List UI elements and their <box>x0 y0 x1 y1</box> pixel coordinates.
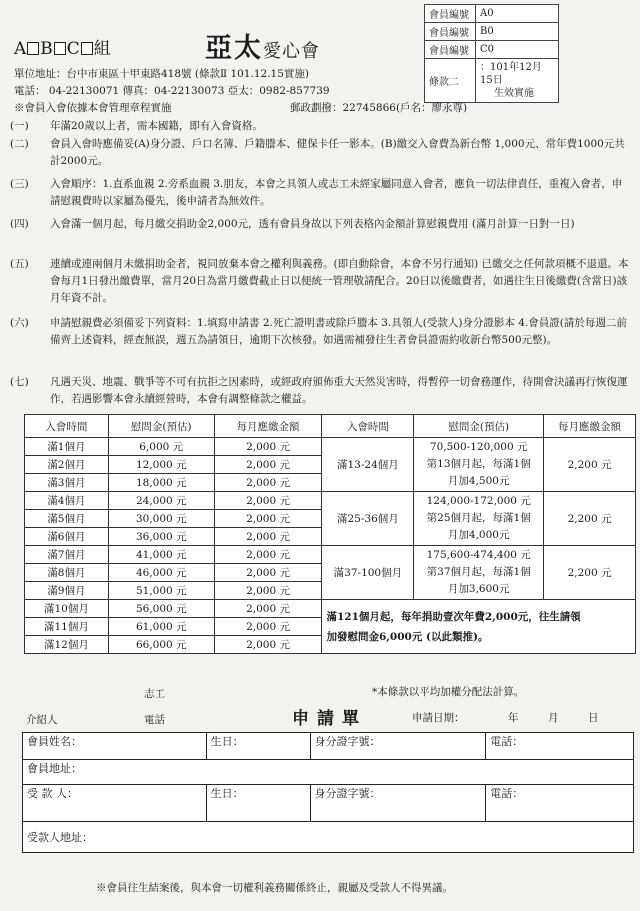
payee-label: 受 款 人： <box>27 787 78 800</box>
range-time: 滿25-36個月 <box>322 492 414 546</box>
member-phone-field[interactable] <box>486 733 634 760</box>
apply-year: 年 <box>508 712 519 724</box>
join-time: 滿11個月 <box>25 618 109 636</box>
rule-number: (七) <box>10 376 29 388</box>
code-row <box>425 5 559 23</box>
code-label: 會員編號 <box>425 23 476 41</box>
clause-effective: 生效實施 <box>494 88 534 99</box>
group-letter-a: A <box>14 39 27 59</box>
birth-label: 生日： <box>210 735 244 748</box>
join-time: 滿5個月 <box>25 510 109 528</box>
volunteer-label: 志工 <box>144 688 165 700</box>
phone-label: 電話： <box>490 787 524 800</box>
join-time: 滿2個月 <box>25 456 109 474</box>
rule-item-2 <box>10 136 630 170</box>
rule-number: (五) <box>10 258 29 270</box>
fee-schedule-table <box>24 414 636 654</box>
rule-number: (一) <box>10 120 29 132</box>
regulation-note: ※會員入會依據本會管理章程實施 <box>14 102 172 114</box>
fee-header-row <box>25 415 636 438</box>
rule-text: 凡遇天災、地震、戰爭等不可有抗拒之因素時，或經政府頒佈重大天然災害時，得暫停一切會務運作，待開會決議再行恢復運作，若遇影響本會永續經營時，本會有調整條款之權益。 <box>50 376 628 405</box>
rule-text: 入會順序：1.直系血親 2.旁系血親 3.朋友，本會之具領人或志工未經家屬同意入會者，應負一切法律責任，重複入會者，申請慰親費時以家屬為優先，後申請者為無效件。 <box>50 178 623 207</box>
org-main-name: 亞太 <box>205 33 263 64</box>
monthly-fee: 2,000 元 <box>214 636 322 654</box>
group-selector <box>14 34 111 59</box>
payee-id-field[interactable] <box>310 785 486 822</box>
monthly-fee: 2,000 元 <box>214 564 322 582</box>
id-label: 身分證字號： <box>314 787 381 800</box>
org-sub-name: 愛心會 <box>263 41 320 62</box>
table-row <box>25 492 636 510</box>
rule-number: (六) <box>10 317 29 329</box>
condolence-amount: 12,000 元 <box>108 456 214 474</box>
join-time: 滿6個月 <box>25 528 109 546</box>
clause-value <box>476 59 559 103</box>
group-a-checkbox[interactable] <box>27 42 39 55</box>
condolence-amount: 30,000 元 <box>108 510 214 528</box>
note-line: 滿121個月起，每年捐助壹次年費2,000元，往生請領 <box>326 610 581 623</box>
member-birth-field[interactable] <box>206 733 310 760</box>
col-header: 慰問金(預估) <box>414 415 544 438</box>
condolence-amount: 61,000 元 <box>108 618 214 636</box>
rule-item-5 <box>10 256 630 307</box>
monthly-fee: 2,000 元 <box>214 600 322 618</box>
col-header: 慰問金(預估) <box>108 415 214 438</box>
rule-number: (三) <box>10 178 29 190</box>
member-address-label: 會員地址： <box>27 762 82 775</box>
introducer-phone-label: 電話 <box>144 714 165 726</box>
col-header: 入會時間 <box>25 415 109 438</box>
group-b-checkbox[interactable] <box>54 42 66 55</box>
range-amount-value: 175,600-474,400 元 <box>426 549 531 561</box>
range-amount <box>414 438 544 492</box>
form-row-member-address <box>23 760 634 785</box>
code-row <box>425 23 559 41</box>
unit-address: 單位地址：台中市東區十甲東路418號 (條款Ⅱ 101.12.15實施) <box>14 68 309 80</box>
code-label: 會員編號 <box>425 41 476 59</box>
range-amount <box>414 492 544 546</box>
monthly-fee: 2,000 元 <box>214 492 322 510</box>
contact-phone: 電話： 04-22130071 傳真：04-22130073 亞太：0982-857739 <box>14 85 330 97</box>
clause-date: ：101年12月15日 <box>480 62 542 86</box>
birth-label: 生日： <box>210 787 244 800</box>
monthly-fee: 2,000 元 <box>214 582 322 600</box>
rule-number: (二) <box>10 138 29 150</box>
condolence-amount: 56,000 元 <box>108 600 214 618</box>
payee-address-label: 受款人地址： <box>27 831 93 844</box>
join-time: 滿4個月 <box>25 492 109 510</box>
table-row <box>25 546 636 564</box>
group-letter-b: B <box>40 39 53 59</box>
rule-text: 入會滿一個月起，每月繳交捐助金2,000元，透有會員身故以下列表格內金額計算慰親費用 (滿月計算一日對一日) <box>50 218 575 230</box>
range-monthly: 2,200 元 <box>544 546 636 600</box>
condolence-amount: 36,000 元 <box>108 528 214 546</box>
clause-label: 條款二 <box>425 59 476 103</box>
member-address-field[interactable] <box>23 760 634 785</box>
condolence-amount: 24,000 元 <box>108 492 214 510</box>
long-term-note <box>322 600 636 654</box>
monthly-fee: 2,000 元 <box>214 474 322 492</box>
code-value[interactable]: C0 <box>476 41 559 59</box>
join-time: 滿9個月 <box>25 582 109 600</box>
col-header: 每月應繳金額 <box>544 415 636 438</box>
condolence-amount: 46,000 元 <box>108 564 214 582</box>
form-row-payee <box>23 785 634 822</box>
average-calc-note: *本條款以平均加權分配法計算。 <box>372 686 525 698</box>
member-name-field[interactable] <box>23 733 207 760</box>
application-form <box>22 732 634 853</box>
closing-note: ※會員往生結案後，與本會一切權利義務關係終止，親屬及受款人不得異議。 <box>96 882 453 894</box>
rule-text: 連續或連兩個月未繳捐助金者，視同放棄本會之權利與義務。(即自動除會，本會不另行通知) 已繳交之任何款項概不退還。本會每月1日發出繳費單，當月20日為當月繳費截止日以便統一管理敬請配合。20日以後繳費者，如遇往生日後繳費(含當日)該月年資不計。 <box>50 258 629 304</box>
condolence-amount: 41,000 元 <box>108 546 214 564</box>
payee-address-field[interactable] <box>23 822 634 853</box>
col-header: 每月應繳金額 <box>214 415 322 438</box>
monthly-fee: 2,000 元 <box>214 510 322 528</box>
monthly-fee: 2,000 元 <box>214 456 322 474</box>
join-time: 滿8個月 <box>25 564 109 582</box>
join-time: 滿12個月 <box>25 636 109 654</box>
form-row-payee-address <box>23 822 634 853</box>
rule-item-4 <box>10 216 630 250</box>
range-time: 滿13-24個月 <box>322 438 414 492</box>
id-label: 身分證字號： <box>314 735 381 748</box>
group-letter-c: C <box>66 39 80 59</box>
monthly-fee: 2,000 元 <box>214 546 322 564</box>
col-header: 入會時間 <box>322 415 414 438</box>
range-detail: 月加4,000元 <box>447 529 510 541</box>
code-label: 會員編號 <box>425 5 476 23</box>
join-time: 滿10個月 <box>25 600 109 618</box>
range-amount-value: 70,500-120,000 元 <box>429 441 528 453</box>
phone-label: 電話： <box>490 735 524 748</box>
range-detail: 月加4,500元 <box>447 475 510 487</box>
form-row-member <box>23 733 634 760</box>
table-row <box>25 438 636 456</box>
range-detail: 月加3,600元 <box>447 583 510 595</box>
clause-row <box>425 59 559 103</box>
payee-name-field[interactable] <box>23 785 207 822</box>
member-name-label: 會員姓名： <box>27 735 82 748</box>
code-row <box>425 41 559 59</box>
rule-item-3 <box>10 176 630 210</box>
rule-item-1 <box>10 118 630 135</box>
range-detail: 第13個月起，每滿1個 <box>426 458 531 470</box>
rule-item-6 <box>10 315 630 366</box>
range-detail: 第25個月起，每滿1個 <box>426 512 531 524</box>
group-suffix: 組 <box>93 39 111 59</box>
group-c-checkbox[interactable] <box>81 42 93 55</box>
monthly-fee: 2,000 元 <box>214 438 322 456</box>
member-id-field[interactable] <box>310 733 486 760</box>
application-title: 申請單 <box>292 709 367 729</box>
rule-text: 會員入會時應備妥(A)身分證、戶口名簿、戶籍謄本、健保卡任一影本。(B)繳交入會費為新台幣 1,000元、常年費1000元共計2000元。 <box>50 138 625 167</box>
organization-title <box>205 26 320 65</box>
apply-month: 月 <box>548 712 559 724</box>
rule-text: 年滿20歲以上者，需本國籍，即有入會資格。 <box>50 120 263 132</box>
monthly-fee: 2,000 元 <box>214 618 322 636</box>
rule-number: (四) <box>10 218 29 230</box>
apply-day: 日 <box>588 712 599 724</box>
condolence-amount: 66,000 元 <box>108 636 214 654</box>
condolence-amount: 18,000 元 <box>108 474 214 492</box>
range-monthly: 2,200 元 <box>544 438 636 492</box>
payee-birth-field[interactable] <box>206 785 310 822</box>
range-amount-value: 124,000-172,000 元 <box>426 495 531 507</box>
rule-item-7 <box>10 374 630 408</box>
range-detail: 第37個月起，每滿1個 <box>426 566 531 578</box>
postal-account: 郵政劃撥：22745866(戶名：廖永尊) <box>290 102 468 114</box>
join-time: 滿7個月 <box>25 546 109 564</box>
range-time: 滿37-100個月 <box>322 546 414 600</box>
code-value[interactable]: B0 <box>476 23 559 41</box>
range-amount <box>414 546 544 600</box>
condolence-amount: 51,000 元 <box>108 582 214 600</box>
code-value[interactable]: A0 <box>476 5 559 23</box>
note-line: 加發慰問金6,000元 (以此類推)。 <box>326 630 489 643</box>
payee-phone-field[interactable] <box>486 785 634 822</box>
apply-date-label: 申請日期： <box>412 712 465 724</box>
join-time: 滿3個月 <box>25 474 109 492</box>
member-code-table <box>424 4 559 103</box>
rule-text: 申請慰親費必須備妥下列資料：1.填寫申請書 2.死亡證明書或除戶謄本 3.具領人(受款人)身分證影本 4.會員證(請於每週二前備齊上述資料，經查無誤，週五為請領日，逾期下次核發。如遇需補發往生者會員證需約收新台幣500元整)。 <box>50 317 627 346</box>
introducer-label: 介紹人 <box>26 714 58 726</box>
join-time: 滿1個月 <box>25 438 109 456</box>
monthly-fee: 2,000 元 <box>214 528 322 546</box>
table-row <box>25 600 636 618</box>
range-monthly: 2,200 元 <box>544 492 636 546</box>
condolence-amount: 6,000 元 <box>108 438 214 456</box>
